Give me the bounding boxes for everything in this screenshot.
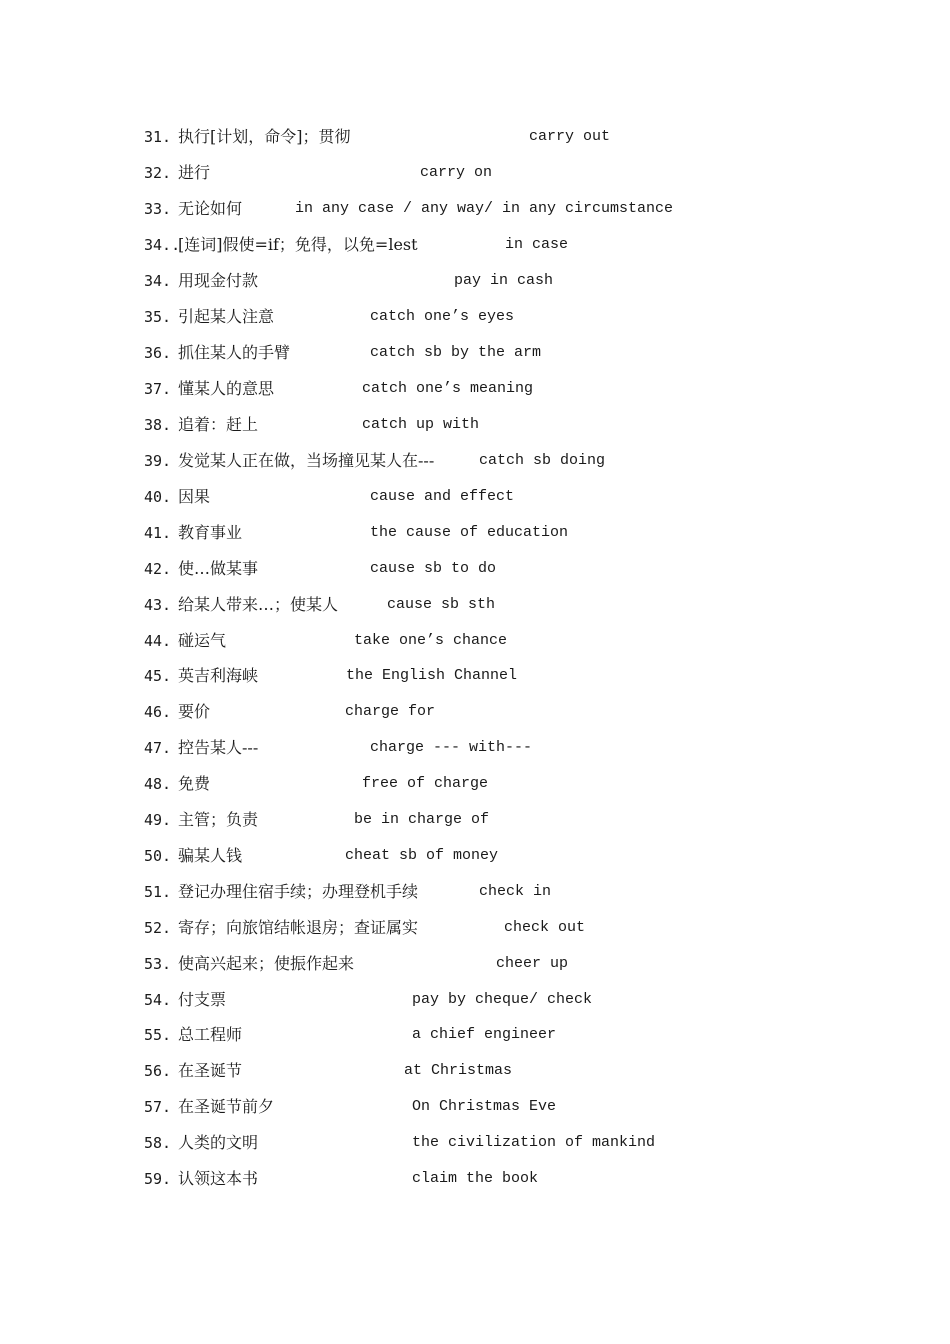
entry-chinese: 引起某人注意	[178, 307, 275, 326]
entry-chinese: 控告某人---	[178, 738, 259, 757]
entry-english: be in charge of	[354, 811, 490, 828]
entry-english: cause and effect	[370, 488, 515, 505]
entry-english: claim the book	[412, 1170, 539, 1187]
entry-chinese: 给某人带来…；使某人	[178, 595, 339, 614]
entry-chinese: 进行	[178, 163, 211, 182]
entry-number: 55.	[144, 1026, 172, 1044]
entry-number: 59.	[144, 1170, 172, 1188]
entry-number: 36.	[144, 344, 172, 362]
entry-chinese: 登记办理住宿手续；办理登机手续	[178, 882, 419, 901]
entry-number: 47.	[144, 739, 172, 757]
entry-number: 42.	[144, 560, 172, 578]
entry-chinese: 认领这本书	[178, 1169, 259, 1188]
entry-english: cause sb sth	[387, 596, 496, 613]
entry-english: catch one’s eyes	[370, 308, 515, 325]
entry-chinese: 使…做某事	[178, 559, 259, 578]
entry-english: cheer up	[496, 955, 569, 972]
entry-chinese: 发觉某人正在做，当场撞见某人在---	[178, 451, 435, 470]
entry-number: 45.	[144, 667, 172, 685]
entry-number: 50.	[144, 847, 172, 865]
entry-number: 40.	[144, 488, 172, 506]
entry-chinese: [连词]假使=if；免得，以免=lest	[178, 235, 418, 254]
entry-english: charge for	[345, 703, 436, 720]
entry-chinese: 懂某人的意思	[178, 379, 275, 398]
entry-english: catch up with	[362, 416, 480, 433]
entry-number: 33.	[144, 200, 172, 218]
entry-chinese: 主管；负责	[178, 810, 259, 829]
entry-number: 48.	[144, 775, 172, 793]
entry-english: at Christmas	[404, 1062, 513, 1079]
entry-number: 43.	[144, 596, 172, 614]
entry-number: 57.	[144, 1098, 172, 1116]
entry-chinese: 总工程师	[178, 1025, 243, 1044]
entry-english: carry out	[529, 128, 611, 145]
entry-chinese: 人类的文明	[178, 1133, 259, 1152]
entry-chinese: 寄存；向旅馆结帐退房；查证属实	[178, 918, 419, 937]
entry-number: 44.	[144, 632, 172, 650]
entry-number: 54.	[144, 991, 172, 1009]
entry-chinese: 英吉利海峡	[178, 666, 259, 685]
entry-chinese: 追着：赶上	[178, 415, 259, 434]
entry-chinese: 在圣诞节前夕	[178, 1097, 275, 1116]
entry-number: 39.	[144, 452, 172, 470]
entry-number: 38.	[144, 416, 172, 434]
entry-english: pay in cash	[454, 272, 554, 289]
entry-chinese: 免费	[178, 774, 211, 793]
entry-number: 56.	[144, 1062, 172, 1080]
entry-chinese: 执行[计划，命令]；贯彻	[178, 127, 351, 146]
entry-english: catch one’s meaning	[362, 380, 534, 397]
entry-english: catch sb doing	[479, 452, 606, 469]
entry-number: 53.	[144, 955, 172, 973]
entry-english: check out	[504, 919, 586, 936]
entry-chinese: 使高兴起来；使振作起来	[178, 954, 355, 973]
entry-english: a chief engineer	[412, 1026, 557, 1043]
entry-chinese: 抓住某人的手臂	[178, 343, 291, 362]
entry-number: 31.	[144, 128, 172, 146]
entry-english: in any case / any way/ in any circumstance	[295, 200, 674, 217]
entry-english: charge --- with---	[370, 739, 533, 756]
entry-english: in case	[505, 236, 569, 253]
entry-chinese: 在圣诞节	[178, 1061, 243, 1080]
entry-english: the cause of education	[370, 524, 569, 541]
entry-english: pay by cheque/ check	[412, 991, 593, 1008]
entry-number: 37.	[144, 380, 172, 398]
entry-chinese: 付支票	[178, 990, 227, 1009]
entry-number: 32.	[144, 164, 172, 182]
entry-chinese: 碰运气	[178, 631, 227, 650]
entry-english: On Christmas Eve	[412, 1098, 557, 1115]
entry-english: take one’s chance	[354, 632, 508, 649]
entry-chinese: 教育事业	[178, 523, 243, 542]
entry-english: the civilization of mankind	[412, 1134, 656, 1151]
entry-number: 49.	[144, 811, 172, 829]
entry-english: the English Channel	[346, 667, 518, 684]
entry-chinese: 无论如何	[178, 199, 243, 218]
entry-number: 35.	[144, 308, 172, 326]
entry-english: cause sb to do	[370, 560, 497, 577]
entry-number: 58.	[144, 1134, 172, 1152]
entry-english: cheat sb of money	[345, 847, 499, 864]
entry-number: 41.	[144, 524, 172, 542]
entry-english: carry on	[420, 164, 493, 181]
entry-number: 34..	[144, 236, 181, 254]
entry-chinese: 要价	[178, 702, 211, 721]
entry-chinese: 骗某人钱	[178, 846, 243, 865]
entry-number: 46.	[144, 703, 172, 721]
entry-number: 52.	[144, 919, 172, 937]
entry-english: catch sb by the arm	[370, 344, 542, 361]
entry-number: 34.	[144, 272, 172, 290]
entry-chinese: 因果	[178, 487, 211, 506]
entry-english: check in	[479, 883, 552, 900]
entry-number: 51.	[144, 883, 172, 901]
entry-english: free of charge	[362, 775, 489, 792]
entry-chinese: 用现金付款	[178, 271, 259, 290]
